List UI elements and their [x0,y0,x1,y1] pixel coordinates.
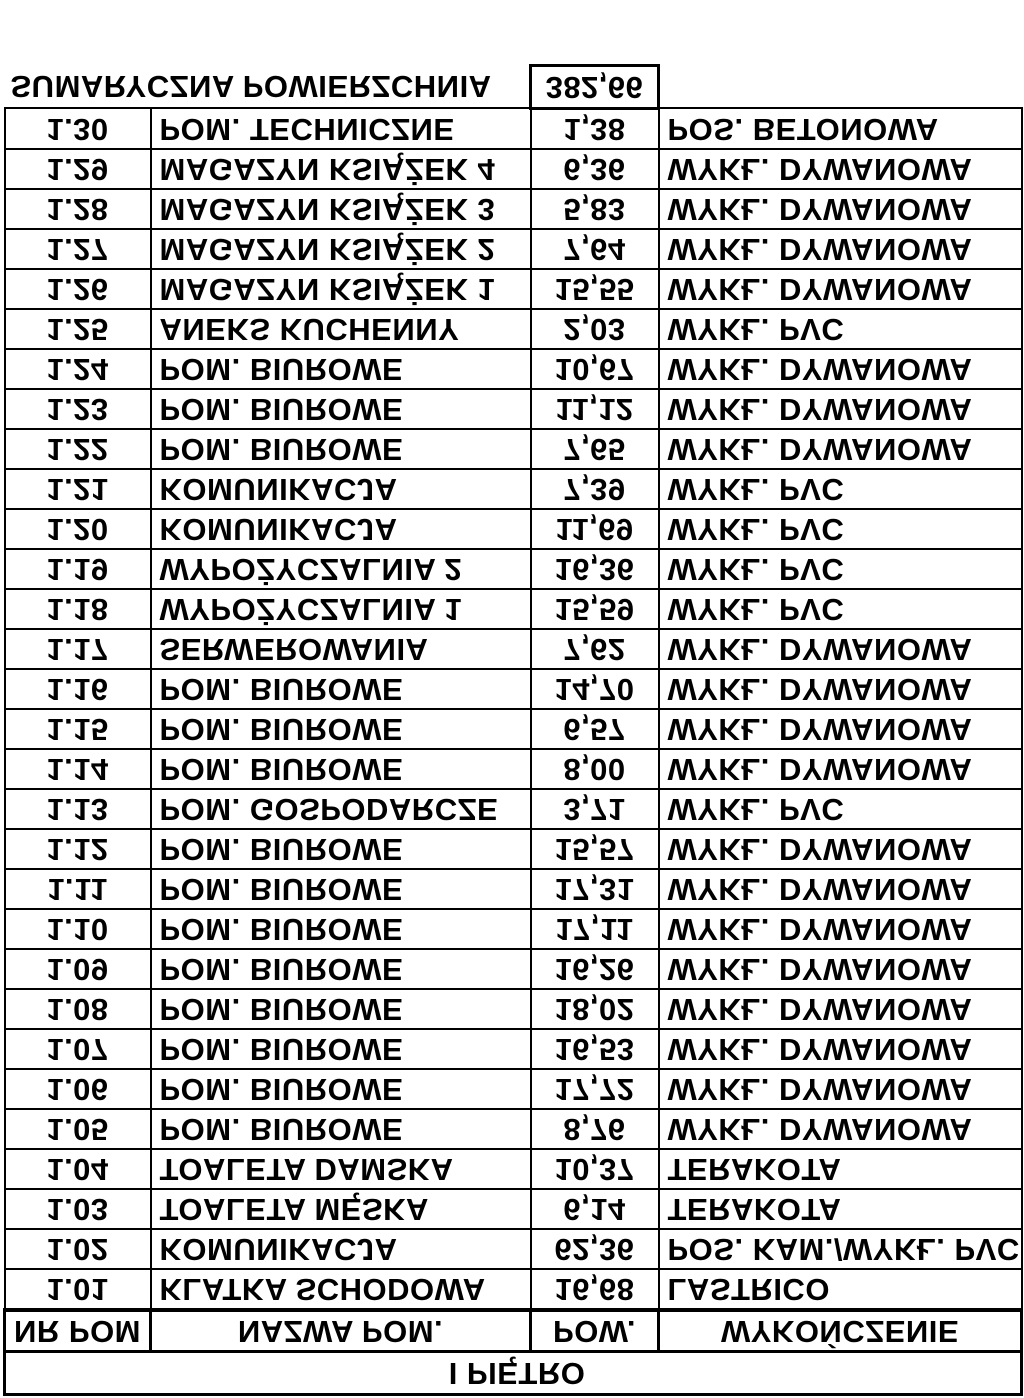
room-name: POM. BIUROWE [151,429,531,469]
room-finish: WYKŁ. DYWANOWA [659,1109,1022,1149]
room-area: 17,72 [531,1069,659,1109]
table-body [5,66,1022,1395]
room-finish: WYKŁ. DYWANOWA [659,749,1022,789]
header-row [5,1310,1022,1352]
room-name: POM. BIUROWE [151,749,531,789]
room-name: POM. BIUROWE [151,1029,531,1069]
table-row [5,1189,1022,1229]
room-name: POM. BIUROWE [151,349,531,389]
room-number: 1.14 [5,749,151,789]
summary-label: SUMARYCZNA POWIERZCHNIA [5,66,531,109]
room-area: 6,57 [531,709,659,749]
room-area: 16,26 [531,949,659,989]
room-finish: WYKŁ. DYWANOWA [659,1029,1022,1069]
room-area: 8,00 [531,749,659,789]
room-name: SERWEROWANIA [151,629,531,669]
table-row [5,829,1022,869]
room-area: 17,11 [531,909,659,949]
room-finish: POS. BETONOWA [659,109,1022,150]
room-finish: WYKŁ. PVC [659,469,1022,509]
room-name: MAGAZYN KSIĄŻEK 2 [151,229,531,269]
room-number: 1.07 [5,1029,151,1069]
table-row [5,189,1022,229]
room-finish: WYKŁ. DYWANOWA [659,629,1022,669]
room-name: POM. GOSPODARCZE [151,789,531,829]
room-number: 1.06 [5,1069,151,1109]
room-name: WYPOŻYCZALNIA 2 [151,549,531,589]
room-name: ANEKS KUCHENNY [151,309,531,349]
title-row [5,1352,1022,1395]
room-number: 1.19 [5,549,151,589]
room-name: KLATKA SCHODOWA [151,1269,531,1310]
table-row [5,869,1022,909]
room-area: 7,65 [531,429,659,469]
table-row [5,949,1022,989]
summary-empty-cell [659,66,1022,109]
table-row [5,509,1022,549]
room-finish: POS. KAM./WYKŁ. PVC [659,1229,1022,1269]
summary-row [5,66,1022,109]
floor-title: I PIĘTRO [5,1352,1022,1395]
room-finish: WYKŁ. DYWANOWA [659,909,1022,949]
room-number: 1.11 [5,869,151,909]
table-row [5,1069,1022,1109]
room-finish: WYKŁ. PVC [659,549,1022,589]
room-area: 5,83 [531,189,659,229]
table-row [5,1269,1022,1310]
room-number: 1.28 [5,189,151,229]
room-area: 15,57 [531,829,659,869]
room-name: MAGAZYN KSIĄŻEK 4 [151,149,531,189]
room-area: 15,55 [531,269,659,309]
table-row [5,589,1022,629]
room-finish: WYKŁ. DYWANOWA [659,229,1022,269]
room-area: 7,64 [531,229,659,269]
table-row [5,389,1022,429]
room-name: KOMUNIKACJA [151,1229,531,1269]
table-row [5,1149,1022,1189]
room-area: 7,62 [531,629,659,669]
room-area: 62,36 [531,1229,659,1269]
room-name: KOMUNIKACJA [151,509,531,549]
room-finish: WYKŁ. DYWANOWA [659,149,1022,189]
room-number: 1.12 [5,829,151,869]
room-area: 6,14 [531,1189,659,1229]
room-area: 10,37 [531,1149,659,1189]
column-header-area: POW. [531,1310,659,1352]
table-row [5,1229,1022,1269]
table-row [5,789,1022,829]
room-finish: WYKŁ. DYWANOWA [659,189,1022,229]
room-area: 6,36 [531,149,659,189]
room-number: 1.25 [5,309,151,349]
room-number: 1.13 [5,789,151,829]
room-finish: WYKŁ. DYWANOWA [659,709,1022,749]
table-row [5,349,1022,389]
room-number: 1.17 [5,629,151,669]
room-name: POM. BIUROWE [151,989,531,1029]
summary-value: 382,66 [531,66,659,109]
table-row [5,629,1022,669]
table-row [5,309,1022,349]
room-number: 1.05 [5,1109,151,1149]
room-finish: WYKŁ. DYWANOWA [659,1069,1022,1109]
room-finish: WYKŁ. PVC [659,309,1022,349]
room-number: 1.15 [5,709,151,749]
room-area: 3,71 [531,789,659,829]
room-area: 16,68 [531,1269,659,1310]
room-area: 16,53 [531,1029,659,1069]
room-name: POM. BIUROWE [151,909,531,949]
room-name: KOMUNIKACJA [151,469,531,509]
room-name: POM. TECHNICZNE [151,109,531,150]
room-name: POM. BIUROWE [151,1109,531,1149]
room-number: 1.16 [5,669,151,709]
room-number: 1.27 [5,229,151,269]
room-number: 1.10 [5,909,151,949]
room-name: WYPOŻYCZALNIA 1 [151,589,531,629]
room-name: POM. BIUROWE [151,669,531,709]
table-row [5,909,1022,949]
room-finish: WYKŁ. DYWANOWA [659,989,1022,1029]
room-area: 11,69 [531,509,659,549]
room-finish: WYKŁ. DYWANOWA [659,949,1022,989]
room-name: POM. BIUROWE [151,949,531,989]
room-number: 1.09 [5,949,151,989]
table-row [5,669,1022,709]
room-number: 1.08 [5,989,151,1029]
table-row [5,709,1022,749]
room-area: 11,12 [531,389,659,429]
room-number: 1.30 [5,109,151,150]
room-name: TOALETA DAMSKA [151,1149,531,1189]
room-name: MAGAZYN KSIĄŻEK 3 [151,189,531,229]
room-area: 2,03 [531,309,659,349]
room-number: 1.21 [5,469,151,509]
room-number: 1.04 [5,1149,151,1189]
room-area: 18,02 [531,989,659,1029]
room-name: MAGAZYN KSIĄŻEK 1 [151,269,531,309]
column-header-name: NAZWA POM. [151,1310,531,1352]
room-area: 16,36 [531,549,659,589]
room-area: 17,31 [531,869,659,909]
table-row [5,229,1022,269]
table-row [5,149,1022,189]
table-row [5,749,1022,789]
room-number: 1.23 [5,389,151,429]
room-finish: LASTRICO [659,1269,1022,1310]
room-finish: WYKŁ. DYWANOWA [659,869,1022,909]
table-row [5,269,1022,309]
room-finish: TERAKOTA [659,1149,1022,1189]
room-name: POM. BIUROWE [151,709,531,749]
room-finish: TERAKOTA [659,1189,1022,1229]
room-area: 15,59 [531,589,659,629]
room-number: 1.24 [5,349,151,389]
room-name: POM. BIUROWE [151,829,531,869]
room-area: 1,38 [531,109,659,150]
room-table [3,64,1023,1396]
room-name: POM. BIUROWE [151,1069,531,1109]
column-header-nr: NR POM [5,1310,151,1352]
room-finish: WYKŁ. DYWANOWA [659,349,1022,389]
room-finish: WYKŁ. DYWANOWA [659,829,1022,869]
room-number: 1.18 [5,589,151,629]
table-row [5,1109,1022,1149]
table-row [5,1029,1022,1069]
room-finish: WYKŁ. PVC [659,509,1022,549]
room-finish: WYKŁ. DYWANOWA [659,429,1022,469]
table-row [5,429,1022,469]
column-header-finish: WYKOŃCZENIE [659,1310,1022,1352]
room-finish: WYKŁ. PVC [659,789,1022,829]
room-number: 1.29 [5,149,151,189]
room-area: 8,76 [531,1109,659,1149]
room-area: 14,70 [531,669,659,709]
room-name: TOALETA MĘSKA [151,1189,531,1229]
room-name: POM. BIUROWE [151,869,531,909]
room-number: 1.02 [5,1229,151,1269]
room-finish: WYKŁ. DYWANOWA [659,389,1022,429]
room-number: 1.22 [5,429,151,469]
room-area: 10,67 [531,349,659,389]
room-number: 1.20 [5,509,151,549]
table-row [5,989,1022,1029]
table-row [5,109,1022,150]
room-finish: WYKŁ. DYWANOWA [659,269,1022,309]
room-finish: WYKŁ. PVC [659,589,1022,629]
room-number: 1.26 [5,269,151,309]
room-area: 7,39 [531,469,659,509]
room-name: POM. BIUROWE [151,389,531,429]
table-row [5,469,1022,509]
room-finish: WYKŁ. DYWANOWA [659,669,1022,709]
room-number: 1.03 [5,1189,151,1229]
table-row [5,549,1022,589]
room-number: 1.01 [5,1269,151,1310]
